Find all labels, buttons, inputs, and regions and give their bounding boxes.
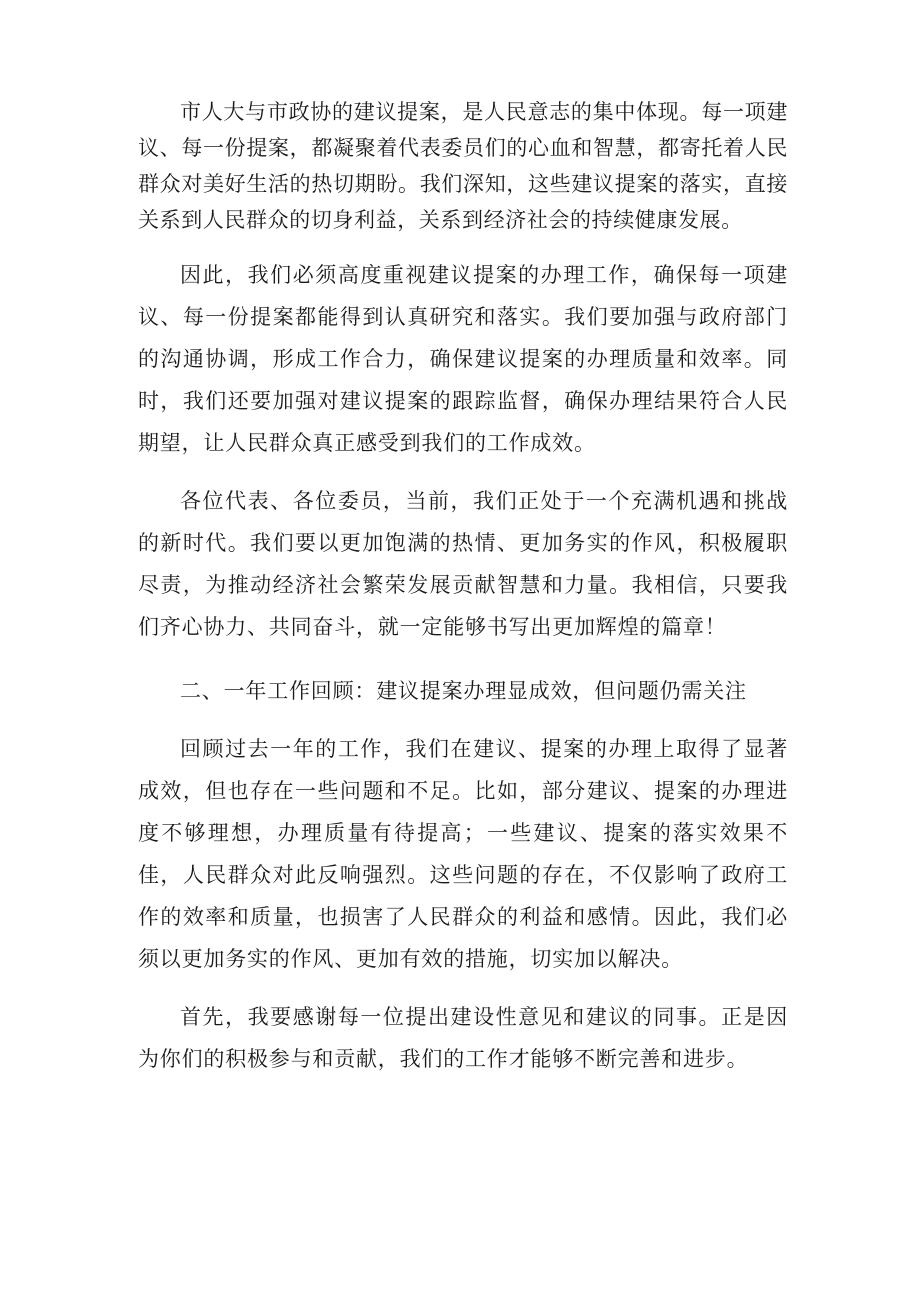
paragraph-thanks: 首先，我要感谢每一位提出建设性意见和建议的同事。正是因为你们的积极参与和贡献，我们的工作才能够不断完善和进步。 [138, 1005, 788, 1071]
document-body [138, 94, 788, 1080]
paragraph-new-era: 各位代表、各位委员，当前，我们正处于一个充满机遇和挑战的新时代。我们要以更加饱满的热情、更加务实的作风，积极履职尽责，为推动经济社会繁荣发展贡献智慧和力量。我相信，只要我们齐心协力、共同奋斗，就一定能够书写出更加辉煌的篇章！ [138, 489, 788, 639]
paragraph-spacer [138, 712, 788, 728]
paragraph-spacer [138, 238, 788, 254]
paragraph-proposals-intro: 市人大与市政协的建议提案，是人民意志的集中体现。每一项建议、每一份提案，都凝聚着代表委员们的心血和智慧，都寄托着人民群众对美好生活的热切期盼。我们深知，这些建议提案的落实，直接关系到人民群众的切身利益，关系到经济社会的持续健康发展。 [138, 100, 788, 232]
paragraph-spacer [138, 980, 788, 996]
paragraph-spacer [138, 648, 788, 670]
paragraph-handling-work: 因此，我们必须高度重视建议提案的办理工作，确保每一项建议、每一份提案都能得到认真研究和落实。我们要加强与政府部门的沟通协调，形成工作合力，确保建议提案的办理质量和效率。同时，我们还要加强对建议提案的跟踪监督，确保办理结果符合人民期望，让人民群众真正感受到我们的工作成效。 [138, 263, 788, 455]
paragraph-year-review: 回顾过去一年的工作，我们在建议、提案的办理上取得了显著成效，但也存在一些问题和不足。比如，部分建议、提案的办理进度不够理想，办理质量有待提高；一些建议、提案的落实效果不佳，人民群众对此反响强烈。这些问题的存在，不仅影响了政府工作的效率和质量，也损害了人民群众的利益和感情。因此，我们必须以更加务实的作风、更加有效的措施，切实加以解决。 [138, 737, 788, 971]
section-heading-year-review: 二、一年工作回顾：建议提案办理显成效，但问题仍需关注 [180, 679, 747, 703]
paragraph-spacer [138, 464, 788, 480]
